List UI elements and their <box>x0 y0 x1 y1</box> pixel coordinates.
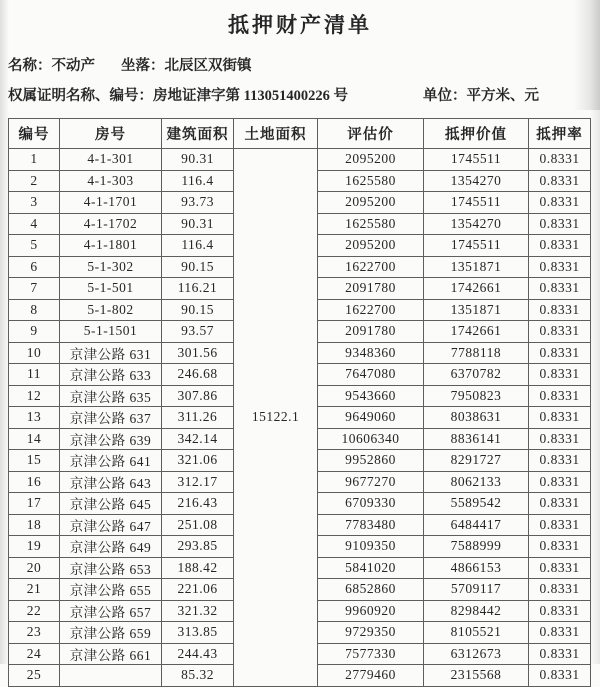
table-cell: 116.21 <box>162 278 234 300</box>
unit-label: 单位： <box>423 88 467 104</box>
table-cell: 0.8331 <box>529 579 591 601</box>
table-cell: 6312673 <box>424 643 529 665</box>
table-cell: 17 <box>9 493 60 515</box>
table-cell: 93.73 <box>162 192 234 214</box>
table-cell: 4-1-1702 <box>60 213 162 235</box>
table-cell: 313.85 <box>162 622 234 644</box>
table-cell: 4 <box>9 213 60 235</box>
table-cell: 8038631 <box>424 407 529 429</box>
table-cell: 2091780 <box>318 321 424 343</box>
table-cell: 0.8331 <box>529 557 591 579</box>
table-cell: 10 <box>9 342 60 364</box>
table-cell: 8291727 <box>424 450 529 472</box>
table-cell: 5589542 <box>424 493 529 515</box>
table-cell: 0.8331 <box>529 364 591 386</box>
table-cell: 8105521 <box>424 622 529 644</box>
table-cell: 京津公路 659 <box>60 622 162 644</box>
table-cell: 0.8331 <box>529 643 591 665</box>
table-cell: 5 <box>9 235 60 257</box>
col-header-3: 土地面积 <box>234 119 318 149</box>
table-cell: 90.31 <box>162 213 234 235</box>
table-cell: 116.4 <box>162 170 234 192</box>
table-cell: 90.31 <box>162 149 234 171</box>
table-cell: 4-1-301 <box>60 149 162 171</box>
table-cell: 0.8331 <box>529 493 591 515</box>
table-cell: 8836141 <box>424 428 529 450</box>
table-cell: 9952860 <box>318 450 424 472</box>
table-cell: 321.32 <box>162 600 234 622</box>
table-cell: 19 <box>9 536 60 558</box>
table-cell: 24 <box>9 643 60 665</box>
table-cell: 9109350 <box>318 536 424 558</box>
table-cell: 9348360 <box>318 342 424 364</box>
table-cell: 1622700 <box>318 256 424 278</box>
table-cell: 5-1-1501 <box>60 321 162 343</box>
property-table <box>8 118 591 687</box>
table-cell: 0.8331 <box>529 213 591 235</box>
table-cell: 1745511 <box>424 192 529 214</box>
table-cell: 9729350 <box>318 622 424 644</box>
table-cell: 0.8331 <box>529 450 591 472</box>
table-cell: 90.15 <box>162 299 234 321</box>
table-cell: 321.06 <box>162 450 234 472</box>
table-cell: 0.8331 <box>529 407 591 429</box>
table-cell: 7783480 <box>318 514 424 536</box>
table-cell: 90.15 <box>162 256 234 278</box>
meta-line-1 <box>8 54 600 75</box>
table-cell: 1745511 <box>424 235 529 257</box>
land-area-cell: 15122.1 <box>234 149 318 687</box>
table-cell: 85.32 <box>162 665 234 687</box>
table-cell: 京津公路 655 <box>60 579 162 601</box>
table-cell: 1742661 <box>424 278 529 300</box>
col-header-1: 房号 <box>60 119 162 149</box>
table-cell: 京津公路 649 <box>60 536 162 558</box>
table-cell: 0.8331 <box>529 471 591 493</box>
table-cell: 2095200 <box>318 192 424 214</box>
table-cell: 京津公路 641 <box>60 450 162 472</box>
table-cell: 4-1-1701 <box>60 192 162 214</box>
table-cell: 2779460 <box>318 665 424 687</box>
table-cell: 21 <box>9 579 60 601</box>
table-cell: 20 <box>9 557 60 579</box>
table-cell: 1354270 <box>424 213 529 235</box>
table-cell: 244.43 <box>162 643 234 665</box>
table-cell: 4-1-303 <box>60 170 162 192</box>
col-header-6: 抵押率 <box>529 119 591 149</box>
table-cell: 2095200 <box>318 235 424 257</box>
name-label: 名称： <box>8 58 52 74</box>
table-cell: 7588999 <box>424 536 529 558</box>
table-cell: 15 <box>9 450 60 472</box>
table-cell: 2 <box>9 170 60 192</box>
cert-value: 房地证津字第 113051400226 号 <box>153 88 348 104</box>
table-cell: 16 <box>9 471 60 493</box>
table-cell: 216.43 <box>162 493 234 515</box>
table-cell: 京津公路 661 <box>60 643 162 665</box>
table-cell: 6852860 <box>318 579 424 601</box>
table-cell: 116.4 <box>162 235 234 257</box>
table-cell: 0.8331 <box>529 192 591 214</box>
table-cell: 251.08 <box>162 514 234 536</box>
table-cell: 0.8331 <box>529 149 591 171</box>
table-row <box>9 149 591 171</box>
table-cell: 0.8331 <box>529 536 591 558</box>
table-cell: 1742661 <box>424 321 529 343</box>
col-header-2: 建筑面积 <box>162 119 234 149</box>
table-cell: 0.8331 <box>529 342 591 364</box>
table-cell: 1351871 <box>424 299 529 321</box>
col-header-0: 编号 <box>9 119 60 149</box>
table-cell: 京津公路 653 <box>60 557 162 579</box>
table-cell: 京津公路 631 <box>60 342 162 364</box>
table-cell: 0.8331 <box>529 235 591 257</box>
table-cell: 6484417 <box>424 514 529 536</box>
table-cell: 1354270 <box>424 170 529 192</box>
meta-line-2 <box>8 84 600 105</box>
table-cell: 14 <box>9 428 60 450</box>
table-cell: 6 <box>9 256 60 278</box>
table-cell: 23 <box>9 622 60 644</box>
table-cell: 7788118 <box>424 342 529 364</box>
table-cell: 8298442 <box>424 600 529 622</box>
table-cell: 0.8331 <box>529 665 591 687</box>
table-cell: 9960920 <box>318 600 424 622</box>
location-value: 北辰区双街镇 <box>164 58 252 74</box>
table-cell: 25 <box>9 665 60 687</box>
table-cell: 293.85 <box>162 536 234 558</box>
table-cell: 京津公路 643 <box>60 471 162 493</box>
table-cell: 9649060 <box>318 407 424 429</box>
table-cell: 3 <box>9 192 60 214</box>
unit-value: 平方米、元 <box>466 88 539 104</box>
table-cell: 5-1-802 <box>60 299 162 321</box>
cert-label: 权属证明名称、编号： <box>8 88 153 104</box>
table-cell: 8 <box>9 299 60 321</box>
table-cell: 93.57 <box>162 321 234 343</box>
table-cell: 22 <box>9 600 60 622</box>
table-cell: 6709330 <box>318 493 424 515</box>
table-cell: 1625580 <box>318 213 424 235</box>
table-cell: 246.68 <box>162 364 234 386</box>
table-cell: 京津公路 633 <box>60 364 162 386</box>
table-cell: 7647080 <box>318 364 424 386</box>
table-cell: 0.8331 <box>529 299 591 321</box>
table-cell: 1622700 <box>318 299 424 321</box>
table-cell: 7 <box>9 278 60 300</box>
table-cell: 7577330 <box>318 643 424 665</box>
table-cell: 307.86 <box>162 385 234 407</box>
table-cell: 2315568 <box>424 665 529 687</box>
table-cell: 1 <box>9 149 60 171</box>
col-header-5: 抵押价值 <box>424 119 529 149</box>
table-cell: 5-1-302 <box>60 256 162 278</box>
table-cell: 0.8331 <box>529 170 591 192</box>
table-cell: 8062133 <box>424 471 529 493</box>
table-cell: 1745511 <box>424 149 529 171</box>
table-cell: 7950823 <box>424 385 529 407</box>
table-cell: 6370782 <box>424 364 529 386</box>
table-cell: 0.8331 <box>529 600 591 622</box>
table-cell: 5-1-501 <box>60 278 162 300</box>
table-cell: 18 <box>9 514 60 536</box>
table-cell: 京津公路 647 <box>60 514 162 536</box>
table-cell: 京津公路 635 <box>60 385 162 407</box>
table-cell: 0.8331 <box>529 256 591 278</box>
table-cell: 342.14 <box>162 428 234 450</box>
table-cell: 312.17 <box>162 471 234 493</box>
table-cell: 0.8331 <box>529 278 591 300</box>
table-cell: 9543660 <box>318 385 424 407</box>
table-cell: 2091780 <box>318 278 424 300</box>
table-cell: 0.8331 <box>529 385 591 407</box>
table-cell: 京津公路 639 <box>60 428 162 450</box>
table-cell: 9 <box>9 321 60 343</box>
table-cell <box>60 665 162 687</box>
name-value: 不动产 <box>51 58 95 74</box>
table-cell: 0.8331 <box>529 321 591 343</box>
table-cell: 301.56 <box>162 342 234 364</box>
table-cell: 4-1-1801 <box>60 235 162 257</box>
page-title: 抵押财产清单 <box>228 13 372 37</box>
col-header-4: 评估价 <box>318 119 424 149</box>
table-cell: 4866153 <box>424 557 529 579</box>
table-cell: 0.8331 <box>529 514 591 536</box>
table-cell: 188.42 <box>162 557 234 579</box>
table-cell: 9677270 <box>318 471 424 493</box>
table-header-row <box>9 119 591 149</box>
table-cell: 5841020 <box>318 557 424 579</box>
table-cell: 5709117 <box>424 579 529 601</box>
location-label: 坐落： <box>121 58 165 74</box>
table-cell: 0.8331 <box>529 428 591 450</box>
table-cell: 1625580 <box>318 170 424 192</box>
table-cell: 12 <box>9 385 60 407</box>
table-cell: 京津公路 657 <box>60 600 162 622</box>
table-cell: 1351871 <box>424 256 529 278</box>
table-cell: 2095200 <box>318 149 424 171</box>
table-cell: 京津公路 645 <box>60 493 162 515</box>
table-cell: 10606340 <box>318 428 424 450</box>
table-cell: 13 <box>9 407 60 429</box>
table-cell: 11 <box>9 364 60 386</box>
table-cell: 221.06 <box>162 579 234 601</box>
table-cell: 0.8331 <box>529 622 591 644</box>
table-cell: 311.26 <box>162 407 234 429</box>
table-cell: 京津公路 637 <box>60 407 162 429</box>
